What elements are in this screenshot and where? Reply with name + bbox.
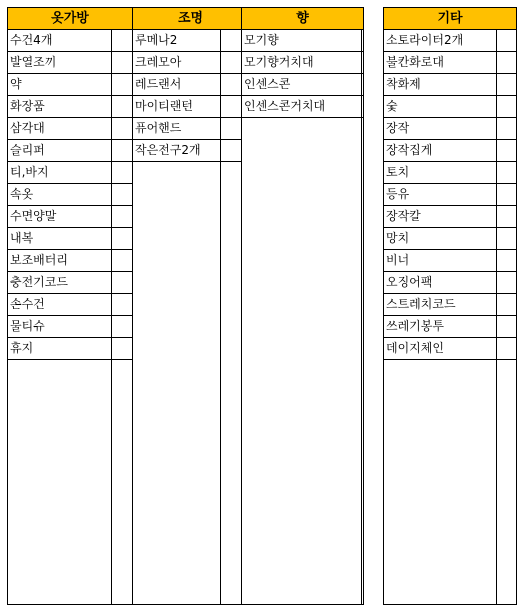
table-row — [8, 250, 132, 272]
table-row — [384, 228, 516, 250]
table-incense — [241, 7, 364, 605]
table-row — [8, 272, 132, 294]
item-label: 소토라이터2개 — [386, 33, 464, 47]
table-row — [242, 52, 363, 74]
item-label: 토치 — [386, 165, 410, 179]
item-label: 인센스콘거치대 — [244, 99, 326, 113]
table-row — [242, 30, 363, 52]
table-row — [384, 96, 516, 118]
item-label: 망치 — [386, 231, 410, 245]
table-row — [8, 316, 132, 338]
table-row — [133, 96, 248, 118]
item-label: 착화제 — [386, 77, 421, 91]
table-row — [8, 184, 132, 206]
item-label: 내복 — [10, 231, 34, 245]
table-body — [133, 30, 248, 604]
item-label: 충전기코드 — [10, 275, 68, 289]
item-label: 인센스콘 — [244, 77, 291, 91]
item-label: 장작칼 — [386, 209, 421, 223]
item-label: 오징어팩 — [386, 275, 433, 289]
table-row — [8, 206, 132, 228]
item-label: 물티슈 — [10, 319, 45, 333]
table-header: 기타 — [384, 8, 516, 30]
table-body — [8, 30, 132, 604]
item-label: 슬리퍼 — [10, 143, 45, 157]
table-row — [133, 118, 248, 140]
table-row — [384, 74, 516, 96]
table-row — [8, 294, 132, 316]
table-row — [384, 294, 516, 316]
table-header: 옷가방 — [8, 8, 132, 30]
table-row — [8, 74, 132, 96]
table-row — [384, 140, 516, 162]
table-row — [384, 338, 516, 360]
item-label: 손수건 — [10, 297, 45, 311]
table-row — [384, 206, 516, 228]
table-row — [133, 52, 248, 74]
item-label: 루메나2 — [135, 33, 178, 47]
table-row — [384, 162, 516, 184]
item-label: 모기향 — [244, 33, 279, 47]
item-label: 숯 — [386, 99, 398, 113]
item-label: 모기향거치대 — [244, 55, 314, 69]
table-header: 향 — [242, 8, 363, 30]
table-header: 조명 — [133, 8, 248, 30]
table-body — [242, 30, 363, 604]
table-row — [242, 96, 363, 118]
item-label: 휴지 — [10, 341, 34, 355]
table-row — [8, 228, 132, 250]
item-label: 스트레치코드 — [386, 297, 456, 311]
item-label: 수면양말 — [10, 209, 57, 223]
table-row — [384, 30, 516, 52]
table-row — [384, 316, 516, 338]
item-label: 퓨어핸드 — [135, 121, 182, 135]
item-label: 불칸화로대 — [386, 55, 444, 69]
table-row — [8, 96, 132, 118]
table-body — [384, 30, 516, 604]
item-label: 장작 — [386, 121, 410, 135]
item-label: 데이지체인 — [386, 341, 444, 355]
item-label: 장작집게 — [386, 143, 433, 157]
item-label: 발열조끼 — [10, 55, 57, 69]
item-label: 쓰레기봉투 — [386, 319, 444, 333]
table-clothes-bag — [7, 7, 133, 605]
table-row — [133, 30, 248, 52]
table-row — [8, 30, 132, 52]
table-row — [384, 52, 516, 74]
item-label: 약 — [10, 77, 22, 91]
table-row — [384, 184, 516, 206]
table-row — [133, 140, 248, 162]
table-etc — [383, 7, 517, 605]
table-row — [8, 338, 132, 360]
table-row — [8, 162, 132, 184]
item-label: 마이티랜턴 — [135, 99, 193, 113]
item-label: 등유 — [386, 187, 410, 201]
item-label: 레드랜서 — [135, 77, 182, 91]
table-row — [242, 74, 363, 96]
table-lighting — [132, 7, 249, 605]
item-label: 삼각대 — [10, 121, 45, 135]
table-row — [384, 118, 516, 140]
table-row — [384, 250, 516, 272]
table-row — [8, 118, 132, 140]
table-row — [133, 74, 248, 96]
item-label: 크레모아 — [135, 55, 182, 69]
item-label: 비너 — [386, 253, 410, 267]
table-row — [8, 52, 132, 74]
item-label: 작은전구2개 — [135, 143, 201, 157]
item-label: 화장품 — [10, 99, 45, 113]
item-label: 속옷 — [10, 187, 34, 201]
item-label: 보조배터리 — [10, 253, 68, 267]
table-row — [8, 140, 132, 162]
table-row — [384, 272, 516, 294]
item-label: 수건4개 — [10, 33, 53, 47]
item-label: 티,바지 — [10, 165, 49, 179]
